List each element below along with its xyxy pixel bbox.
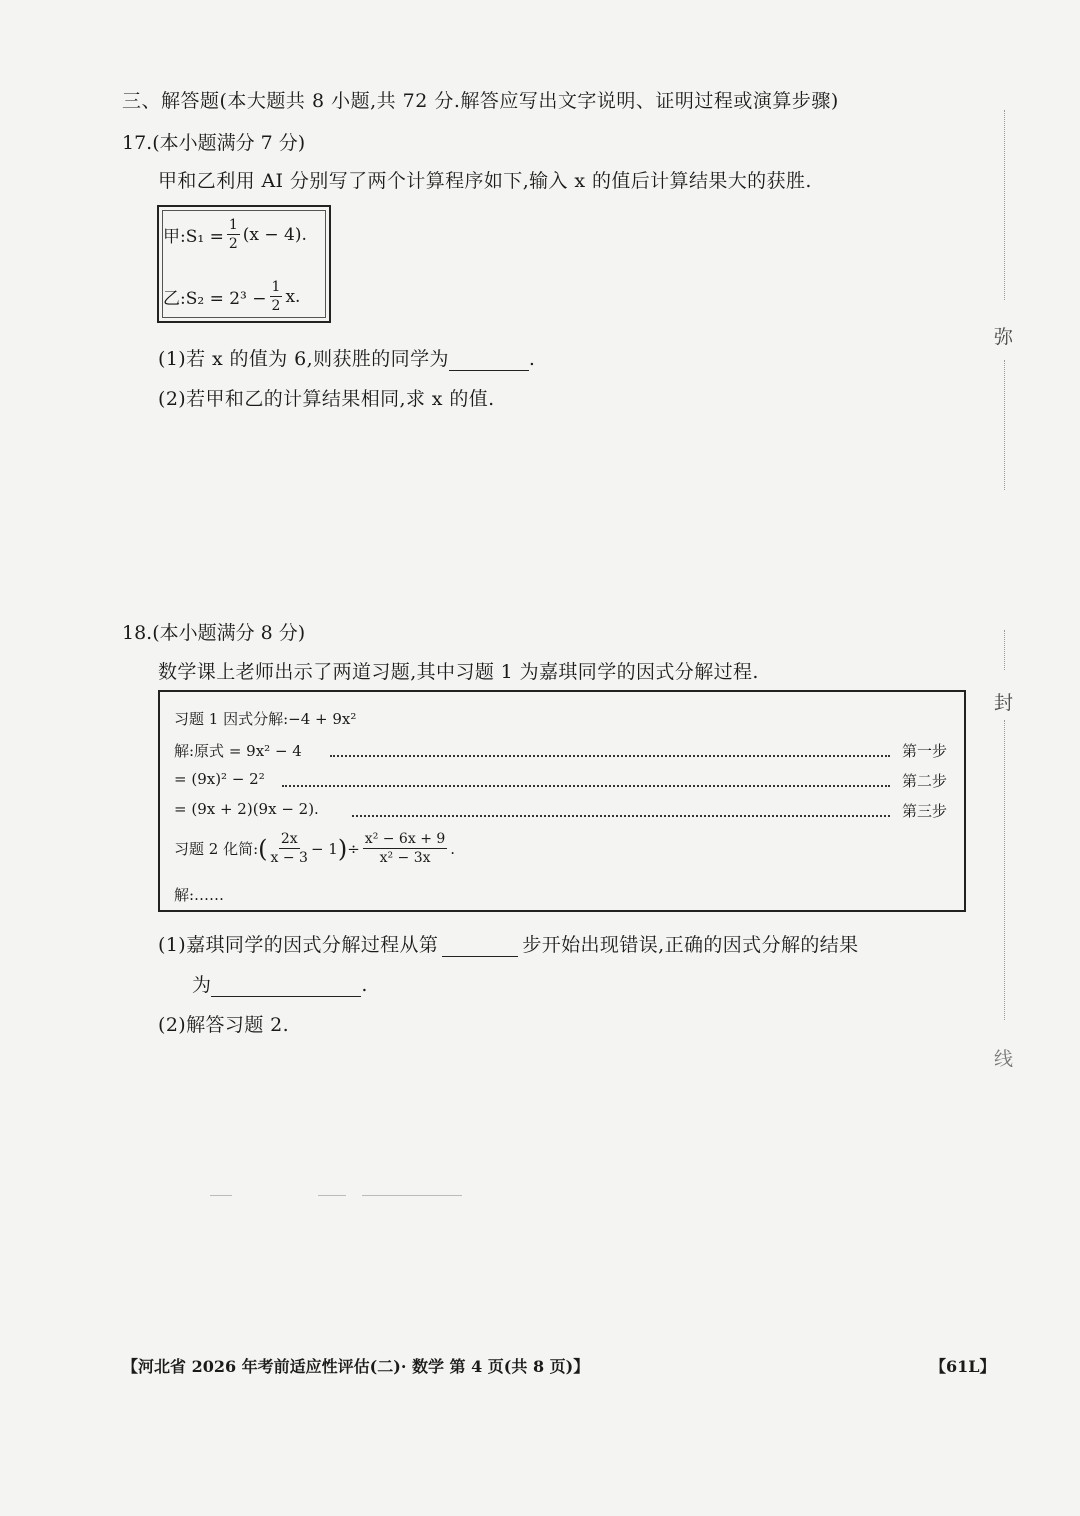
binding-mark-xian: 线 [994, 1048, 1014, 1070]
formula-yi: 乙:S₂ = 2³ − $\frac{1}{2}$ x. [163, 279, 301, 314]
footer-code: 【61L】 [930, 1357, 996, 1376]
answer-blank[interactable] [442, 936, 518, 957]
leader-dots [330, 755, 890, 757]
binding-dotted-line [1004, 110, 1005, 300]
step-label-3: 第三步 [902, 802, 948, 820]
q18-header: 18.(本小题满分 8 分) [122, 622, 306, 644]
q18-intro: 数学课上老师出示了两道习题,其中习题 1 为嘉琪同学的因式分解过程. [158, 661, 759, 683]
exercise1-line2: = (9x)² − 2² [174, 770, 265, 788]
exercise1-title: 习题 1 因式分解:−4 + 9x² [174, 710, 357, 728]
faint-mark [318, 1195, 346, 1196]
exercise1-line1: 解:原式 = 9x² − 4 [174, 742, 302, 760]
answer-blank[interactable] [449, 350, 529, 371]
q17-intro: 甲和乙利用 AI 分别写了两个计算程序如下,输入 x 的值后计算结果大的获胜. [158, 170, 812, 192]
binding-dotted-line [1004, 630, 1005, 670]
step-label-2: 第二步 [902, 772, 948, 790]
faint-mark [362, 1195, 462, 1196]
q17-part2: (2)若甲和乙的计算结果相同,求 x 的值. [158, 388, 495, 410]
exercise2-solution-start: 解:…… [174, 886, 225, 904]
leader-dots [352, 815, 890, 817]
answer-blank[interactable] [211, 976, 361, 997]
binding-mark-feng: 封 [994, 692, 1014, 714]
binding-mark-mi: 弥 [994, 326, 1014, 348]
footer-exam-info: 【河北省 2026 年考前适应性评估(二)· 数学 第 4 页(共 8 页)】 [122, 1357, 590, 1376]
binding-dotted-line [1004, 720, 1005, 1020]
leader-dots [282, 785, 890, 787]
exercise2-line: 习题 2 化简: ( $\frac{2x}{x - 3}$ − 1 ) ÷ $\frac{\text{x² − 6x + 9}}{\text{x² − 3x}}$ . [174, 831, 456, 866]
faint-mark [210, 1195, 232, 1196]
binding-dotted-line [1004, 360, 1005, 490]
q18-part1: (1)嘉琪同学的因式分解过程从第 步开始出现错误,正确的因式分解的结果 [158, 934, 859, 956]
section-title: 三、解答题(本大题共 8 小题,共 72 分.解答应写出文字说明、证明过程或演算步骤) [122, 90, 839, 112]
formula-jia: 甲:S₁ = $\frac{1}{2}$ (x − 4). [163, 217, 307, 252]
q18-part2: (2)解答习题 2. [158, 1014, 290, 1036]
step-label-1: 第一步 [902, 742, 948, 760]
q18-part1-cont: 为 . [192, 974, 368, 996]
exercise1-line3: = (9x + 2)(9x − 2). [174, 800, 319, 818]
q17-header: 17.(本小题满分 7 分) [122, 132, 306, 154]
q17-part1: (1)若 x 的值为 6,则获胜的同学为 . [158, 348, 536, 370]
